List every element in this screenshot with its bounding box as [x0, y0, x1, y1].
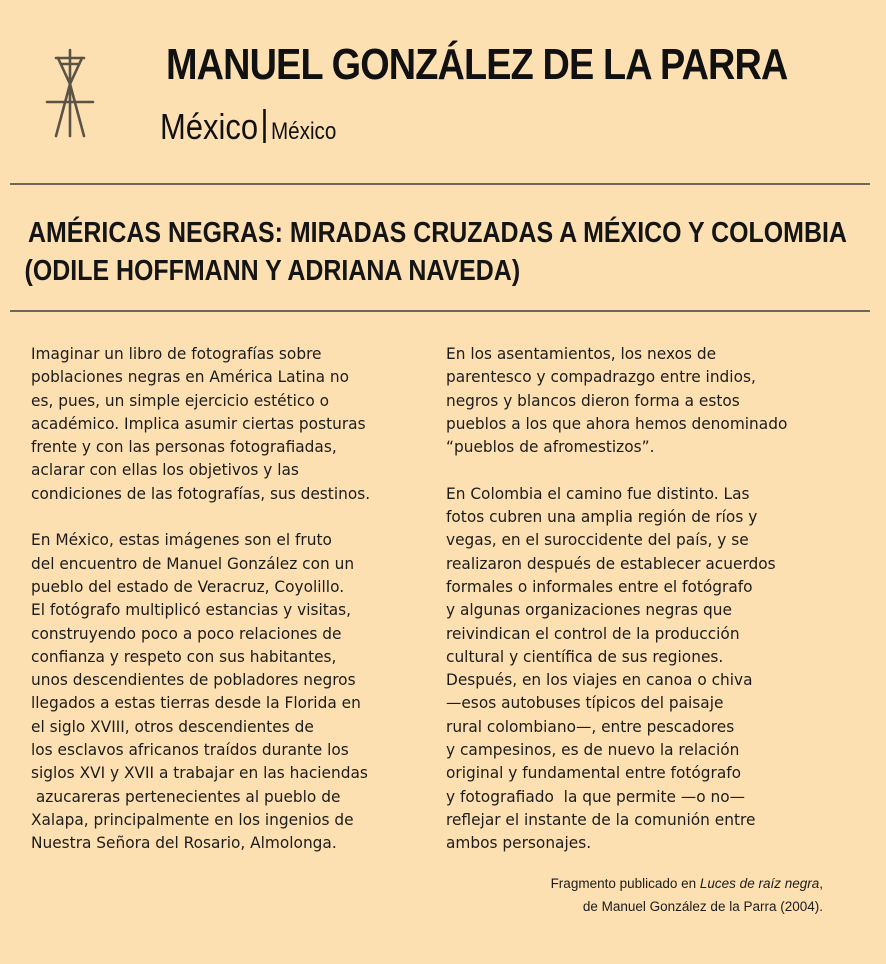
- text-line: cultural y científica de sus regiones.: [446, 646, 724, 666]
- credit-line-2: de Manuel González de la Parra (2004).: [582, 899, 823, 914]
- paragraph: [31, 342, 370, 505]
- credit-book-title: Luces de raíz negra: [699, 876, 820, 891]
- text-line: del encuentro de Manuel González con un: [31, 553, 355, 573]
- text-line: azucareras pertenecientes al pueblo de: [31, 786, 341, 806]
- text-line: El fotógrafo multiplicó estancias y visitas,: [31, 600, 352, 620]
- paragraph: [31, 528, 370, 854]
- source-credit: [551, 872, 823, 918]
- text-line: vegas, en el suroccidente del país, y se: [446, 530, 749, 550]
- text-line: En México, estas imágenes son el fruto: [31, 530, 332, 550]
- text-line: fotos cubren una amplia región de ríos y: [446, 507, 758, 527]
- country-primary: México: [160, 106, 259, 147]
- text-line: negros y blancos dieron forma a estos: [446, 390, 740, 410]
- text-line: pueblos a los que ahora hemos denominado: [446, 413, 788, 433]
- text-line: Imaginar un libro de fotografías sobre: [31, 344, 322, 363]
- text-line: —esos autobuses típicos del paisaje: [446, 693, 724, 713]
- text-line: Después, en los viajes en canoa o chiva: [446, 670, 753, 690]
- easel-monogram-icon: [44, 48, 96, 140]
- text-line: el siglo XVIII, otros descendientes de: [31, 716, 314, 736]
- text-line: siglos XVI y XVII a trabajar en las haciendas: [31, 763, 368, 783]
- country-divider: [263, 109, 266, 143]
- credit-line-1: [551, 872, 823, 895]
- text-line: En los asentamientos, los nexos de: [446, 344, 717, 363]
- text-line: unos descendientes de pobladores negros: [31, 670, 356, 690]
- text-line: académico. Implica asumir ciertas posturas: [31, 413, 366, 433]
- country-line: [160, 106, 336, 148]
- text-line: es, pues, un simple ejercicio estético o: [31, 390, 330, 410]
- text-line: reivindican el control de la producción: [446, 623, 740, 643]
- text-line: realizaron después de establecer acuerdos: [446, 553, 776, 573]
- text-column-left: [31, 342, 370, 878]
- text-line: ambos personajes.: [446, 833, 592, 853]
- credit-suffix: ,: [819, 876, 823, 891]
- text-line: original y fundamental entre fotógrafo: [446, 763, 742, 783]
- text-line: llegados a estas tierras desde la Florida en: [31, 693, 361, 713]
- paragraph: [446, 482, 787, 855]
- divider-top: [10, 183, 870, 185]
- text-line: poblaciones negras en América Latina no: [31, 367, 350, 387]
- text-line: pueblo del estado de Veracruz, Coyolillo.: [31, 576, 345, 596]
- text-line: formales o informales entre el fotógrafo: [446, 576, 753, 596]
- paragraph: [446, 342, 787, 458]
- text-line: aclarar con ellas los objetivos y las: [31, 460, 299, 480]
- credit-prefix: Fragmento publicado en: [550, 876, 700, 891]
- text-line: reflejar el instante de la comunión entre: [446, 809, 756, 829]
- country-secondary: México: [270, 118, 337, 145]
- text-line: y algunas organizaciones negras que: [446, 600, 732, 620]
- text-line: confianza y respeto con sus habitantes,: [31, 646, 337, 666]
- text-line: En Colombia el camino fue distinto. Las: [446, 483, 750, 503]
- text-line: construyendo poco a poco relaciones de: [31, 623, 342, 643]
- page-title: MANUEL GONZÁLEZ DE LA PARRA: [166, 40, 788, 89]
- text-line: condiciones de las fotografías, sus destinos.: [31, 483, 371, 503]
- section-heading-line-2: (ODILE HOFFMANN Y ADRIANA NAVEDA): [24, 255, 521, 287]
- text-line: frente y con las personas fotografiadas,: [31, 437, 337, 457]
- text-line: y fotografiado la que permite —o no—: [446, 786, 746, 806]
- text-line: rural colombiano—, entre pescadores: [446, 716, 735, 736]
- text-line: “pueblos de afromestizos”.: [446, 437, 655, 457]
- text-column-right: [446, 342, 787, 878]
- divider-bottom: [10, 310, 870, 312]
- section-heading: [24, 214, 847, 290]
- text-line: Nuestra Señora del Rosario, Almolonga.: [31, 833, 337, 853]
- text-line: los esclavos africanos traídos durante los: [31, 740, 349, 760]
- section-heading-line-1: AMÉRICAS NEGRAS: MIRADAS CRUZADAS A MÉXICO Y COLOMBIA: [28, 217, 847, 249]
- text-line: parentesco y compadrazgo entre indios,: [446, 367, 756, 387]
- text-line: Xalapa, principalmente en los ingenios de: [31, 809, 354, 829]
- text-line: y campesinos, es de nuevo la relación: [446, 740, 740, 760]
